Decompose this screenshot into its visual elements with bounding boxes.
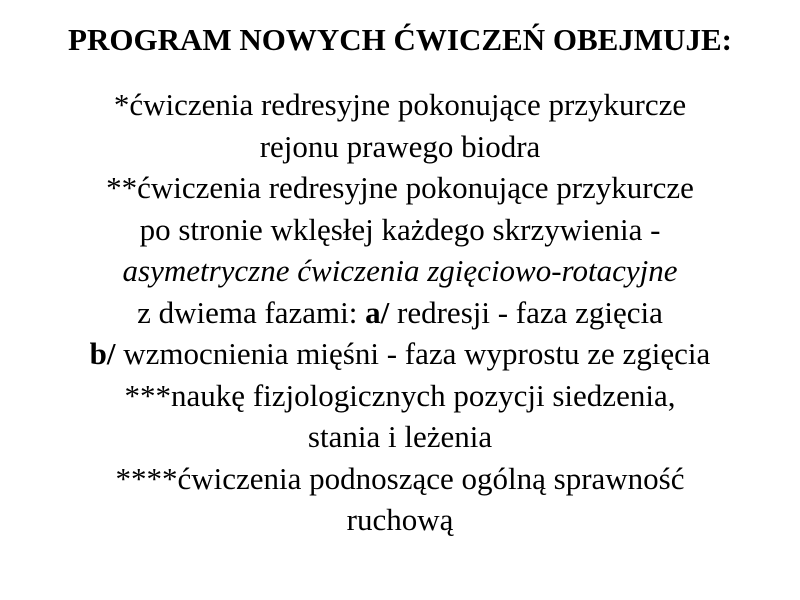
item2-line1 xyxy=(0,167,800,209)
item2-text: ćwiczenia redresyjne pokonujące przykurcze xyxy=(137,170,694,205)
phase-b-marker: b/ xyxy=(89,336,116,371)
item1-marker: * xyxy=(113,87,130,122)
item2-line3-italic: asymetryczne ćwiczenia zgięciowo-rotacyjne xyxy=(122,253,678,288)
exercise-program-list xyxy=(0,84,800,541)
item2-line5 xyxy=(0,333,800,375)
item3-line1 xyxy=(0,375,800,417)
phase-a-text: redresji - faza zgięcia xyxy=(389,294,663,330)
item4-line2: ruchową xyxy=(346,502,454,537)
item3-text: naukę fizjologicznych pozycji siedzenia, xyxy=(171,377,676,413)
item2-line2: po stronie wklęsłej każdego skrzywienia - xyxy=(139,211,661,247)
item1-text: ćwiczenia redresyjne pokonujące przykurcze xyxy=(129,87,687,122)
item4-marker: **** xyxy=(115,460,178,496)
item4-line1 xyxy=(0,458,800,500)
item3-line2: stania i leżenia xyxy=(307,419,493,454)
item2-line4 xyxy=(0,292,800,334)
item1-line1 xyxy=(0,84,800,126)
item1-line2: rejonu prawego biodra xyxy=(259,128,541,164)
item3-marker: *** xyxy=(124,377,172,413)
item2-line4-prefix: z dwiema fazami: xyxy=(137,294,366,330)
phase-b-text: wzmocnienia mięśni - faza wyprostu ze zgięcia xyxy=(115,336,711,371)
phase-a-marker: a/ xyxy=(365,294,390,330)
item4-text: ćwiczenia podnoszące ogólną sprawność xyxy=(177,460,685,496)
item2-marker: ** xyxy=(106,170,138,205)
page-title: PROGRAM NOWYCH ĆWICZEŃ OBEJMUJE: xyxy=(68,22,732,57)
